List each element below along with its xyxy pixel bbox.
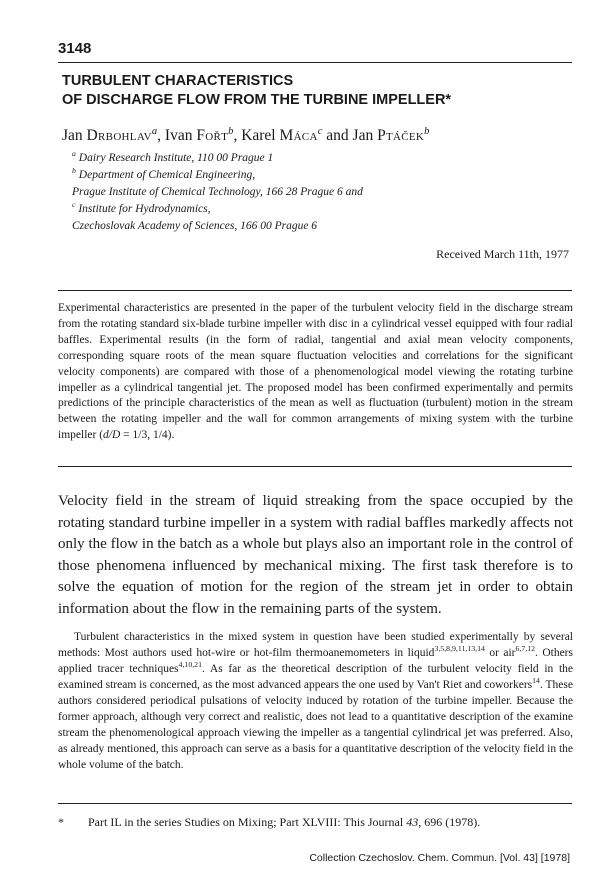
affiliation-line <box>72 201 363 218</box>
citation-ref: 14 <box>532 676 540 686</box>
title-line-2: OF DISCHARGE FLOW FROM THE TURBINE IMPELLER* <box>62 92 452 108</box>
affiliation-text: Dairy Research Institute, 110 00 Prague 1 <box>78 152 274 164</box>
intro-paragraph: Velocity field in the stream of liquid streaking from the space occupied by the rotating standard turbine impeller in a system with radial baffles markedly affects not only the flow in the batch as a whole but plays also an important role in the control of those phenomena influenced by mechanical mixing. The first task therefore is to solve the equation of motion for the region of the stream jet in order to obtain information about the flow in the remaining parts of the system. <box>58 493 573 617</box>
author-last: Ptáček <box>377 127 425 144</box>
author-sup: c <box>317 125 323 137</box>
body-text: . As far as the theoretical description of the turbulent velocity field in the examined stream is concerned, as the most advanced appears the one used by Van't Riet and coworkers <box>58 663 573 691</box>
affiliation-text: Prague Institute of Chemical Technology, 166 28 Prague 6 and <box>72 186 363 198</box>
author-sup: b <box>424 125 430 137</box>
abstract-text: Experimental characteristics are presented in the paper of the turbulent velocity field in the discharge stream from the rotating standard six-blade turbine impeller with disc in a cylindrical vessel equipped with four radial baffles. Experimental results (in the form of radial, tangential and axial mean velocity components, corresponding square roots of the mean square fluctuation velocities and correlations for the significant velocity components) are compared with those of a phenomenological model viewing the rotating turbine impeller as a cylindrical tangential jet. The proposed model has been confirmed experimentally and permits predictions of the principle characteristics of the mean as well as fluctuation (turbulent) motion in the stream between the rotating impeller and the wall for common arrangements of mixing system with the turbine impeller ( <box>58 302 573 442</box>
body-text: . These authors considered periodical pulsations of velocity induced by rotation of the turbine impeller. Because the former approach, although very correct and realistic, does not lead to a quantitative description of the examine stream the phenomenological approach viewing the impeller as a tangential cylindrical jet was preferred. Also, as already mentioned, this approach can serve as a basis for a quantitative description of the velocity field in the whole volume of the batch. <box>58 679 573 771</box>
author-sup: b <box>228 125 234 137</box>
affiliation-text: Czechoslovak Academy of Sciences, 166 00 Prague 6 <box>72 220 318 232</box>
author-first: Karel <box>241 127 276 144</box>
affiliation-sup: b <box>72 166 76 176</box>
paper-title <box>62 72 451 110</box>
abstract-tail: = 1/3, 1/4). <box>120 429 175 442</box>
body-text: Turbulent characteristics in the mixed system in question have been studied experimentally by several methods: Most authors used hot-wire or hot-film thermoanemometers in liquid <box>58 631 573 659</box>
affiliation-sup: a <box>72 149 76 159</box>
abstract-bottom-rule <box>58 466 572 467</box>
author-first: Jan <box>62 127 83 144</box>
author-separator: , <box>233 127 242 144</box>
affiliation-text: Institute for Hydrodynamics, <box>78 203 211 215</box>
author-separator: and <box>322 127 353 144</box>
body-paragraph <box>58 629 573 773</box>
citation-ref: 6,7,12 <box>515 644 536 654</box>
author-separator: , <box>157 127 165 144</box>
footnote-mark: * <box>58 815 64 829</box>
citation-ref: 4,10,21 <box>178 660 202 670</box>
author-first: Jan <box>352 127 374 144</box>
body-text: or air <box>484 647 516 659</box>
citation-ref: 3,5,8,9,11,13,14 <box>434 644 485 654</box>
author-last: Fořt <box>196 127 229 144</box>
affiliation-sup: c <box>72 200 76 210</box>
abstract-ratio: d/D <box>103 429 121 442</box>
footnote <box>58 815 573 830</box>
body-text: . Others applied tracer techniques <box>58 647 573 675</box>
journal-footer: Collection Czechoslov. Chem. Commun. [Vol. 43] [1978] <box>309 852 570 864</box>
header-rule <box>58 62 572 63</box>
author-last: Máca <box>279 127 318 144</box>
author-list <box>62 127 429 145</box>
affiliation-list <box>72 150 363 235</box>
footnote-text: Part IL in the series Studies on Mixing; Part XLVIII: This Journal <box>88 815 407 829</box>
author-sup: a <box>151 125 158 137</box>
title-line-1: TURBULENT CHARACTERISTICS <box>62 73 294 89</box>
abstract <box>58 301 573 444</box>
footnote-tail: , 696 (1978). <box>418 815 481 829</box>
author-last: Drbohlav <box>86 127 152 144</box>
footnote-volume: 43 <box>406 815 419 829</box>
affiliation-line <box>72 150 363 167</box>
received-date: Received March 11th, 1977 <box>436 247 569 261</box>
affiliation-line <box>72 167 363 184</box>
affiliation-line <box>72 184 363 201</box>
footnote-rule <box>58 803 572 804</box>
abstract-top-rule <box>58 290 572 291</box>
page-number: 3148 <box>58 40 92 57</box>
affiliation-line <box>72 218 363 235</box>
author-first: Ivan <box>164 127 193 144</box>
affiliation-text: Department of Chemical Engineering, <box>78 169 256 181</box>
